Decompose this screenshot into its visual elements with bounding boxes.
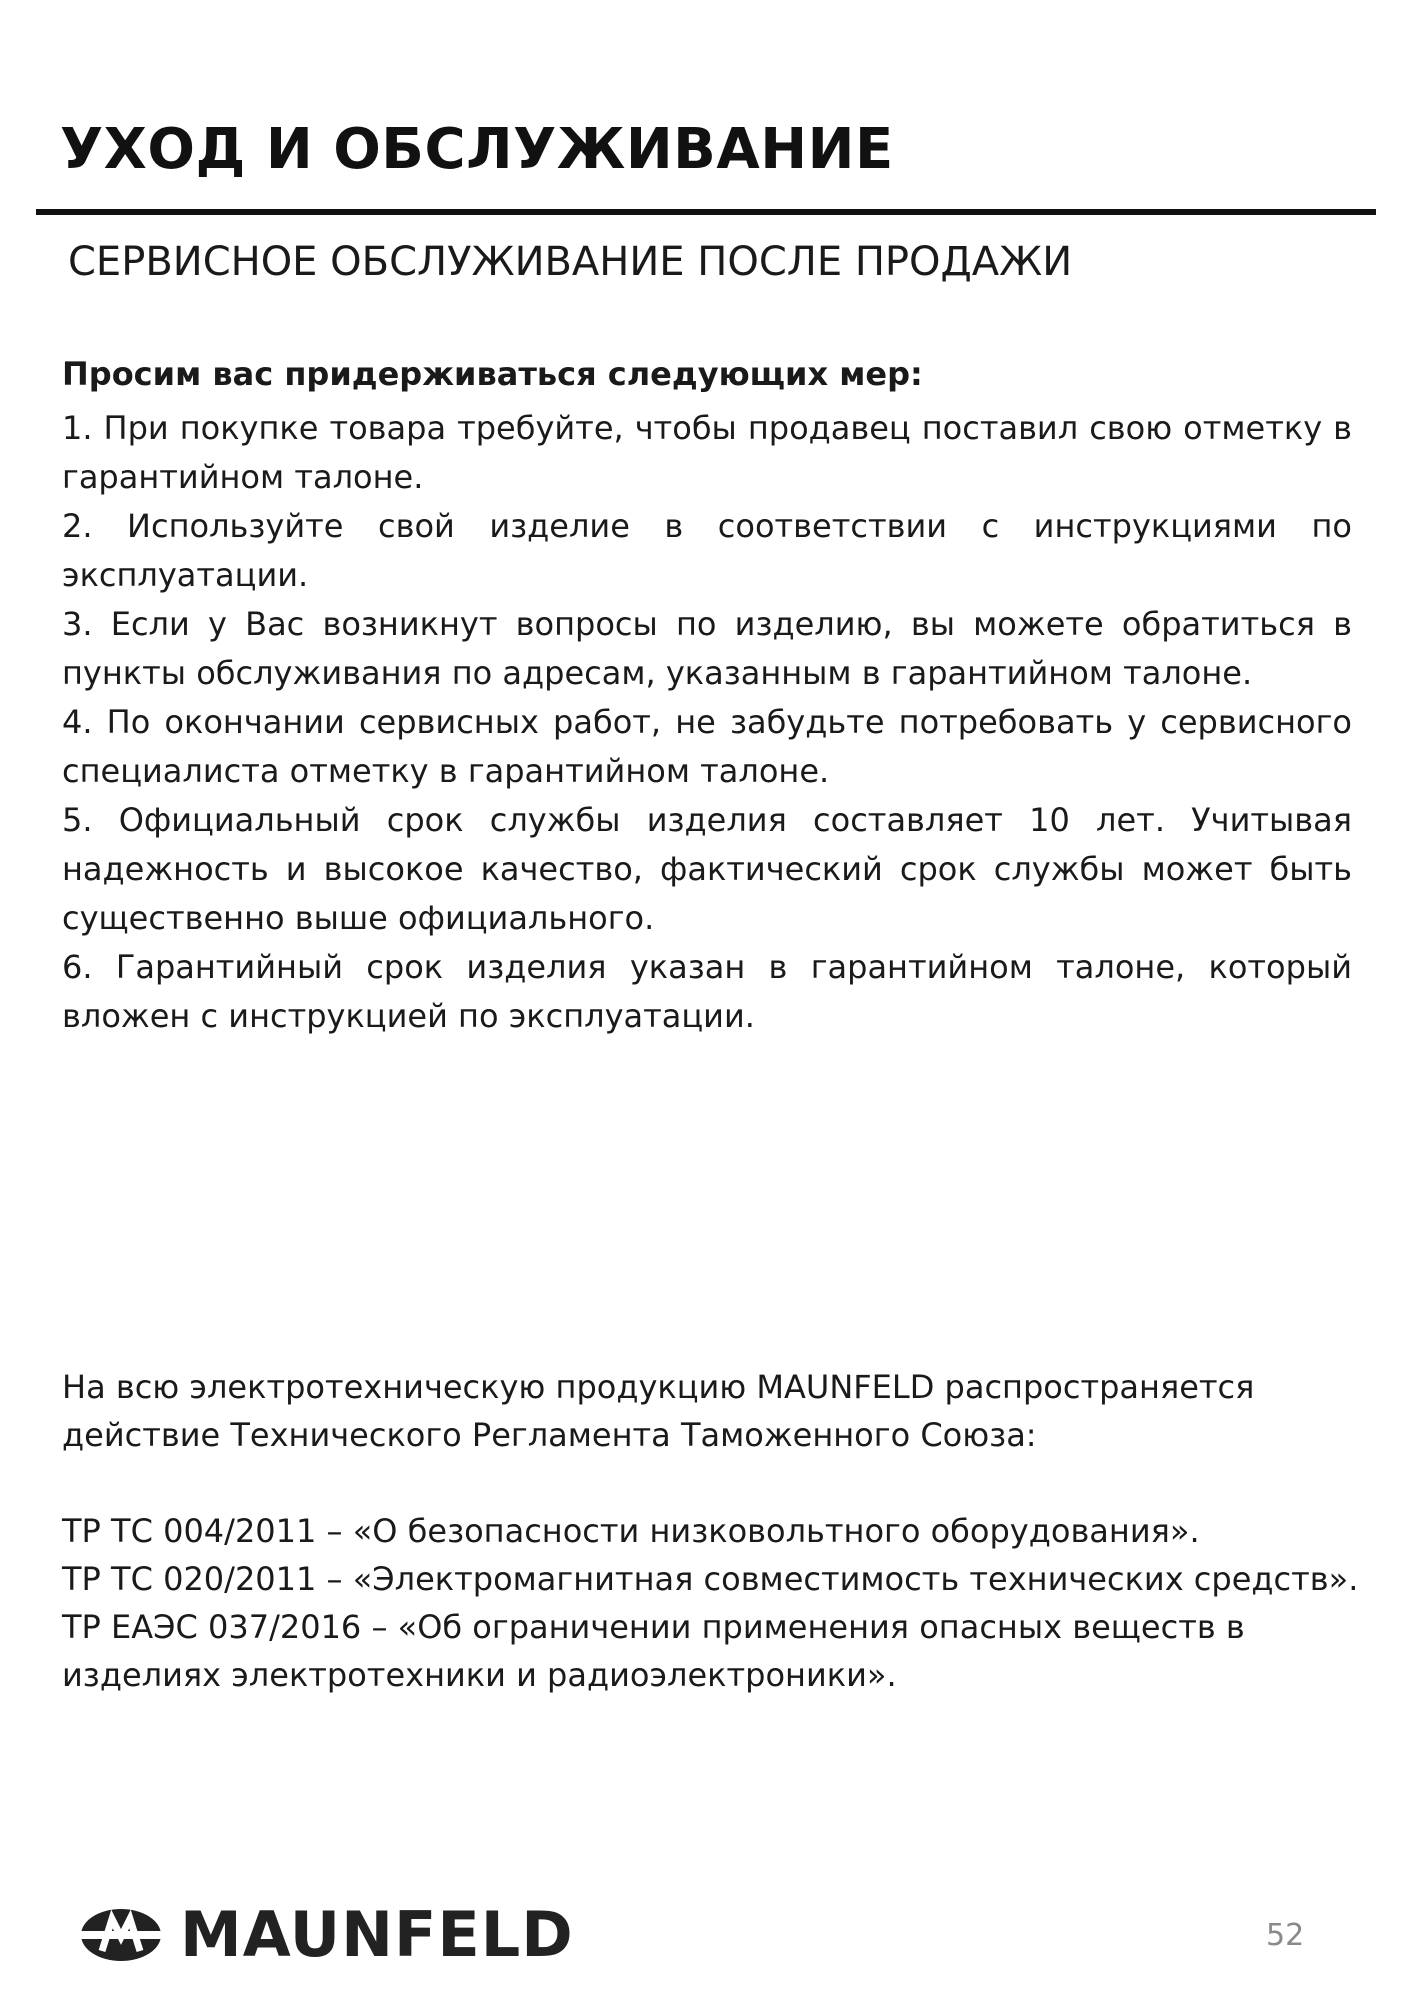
regulations-section bbox=[62, 1363, 1362, 1699]
page-title: УХОД И ОБСЛУЖИВАНИЕ bbox=[60, 117, 894, 182]
maunfeld-logo-icon bbox=[78, 1907, 164, 1963]
section-subtitle: СЕРВИСНОЕ ОБСЛУЖИВАНИЕ ПОСЛЕ ПРОДАЖИ bbox=[68, 239, 1073, 285]
title-divider bbox=[36, 209, 1376, 215]
measure-item: 5. Официальный срок службы изделия составляет 10 лет. Учитывая надежность и высокое качество, фактический срок службы может быть существенно выше официального. bbox=[62, 801, 1352, 937]
brand-logo bbox=[78, 1898, 574, 1971]
page-number: 52 bbox=[1266, 1918, 1305, 1953]
measure-item: 1. При покупке товара требуйте, чтобы продавец поставил свою отметку в гарантийном талоне. bbox=[62, 409, 1352, 496]
brand-name: MAUNFELD bbox=[180, 1898, 574, 1971]
regulations-intro: На всю электротехническую продукцию MAUNFELD распространяется действие Технического Регламента Таможенного Союза: bbox=[62, 1368, 1255, 1454]
regulation-item: ТР ТС 020/2011 – «Электромагнитная совместимость технических средств». bbox=[62, 1560, 1359, 1598]
measures-section bbox=[62, 350, 1352, 1041]
measure-item: 3. Если у Вас возникнут вопросы по изделию, вы можете обратиться в пункты обслуживания по адресам, указанным в гарантийном талоне. bbox=[62, 605, 1352, 692]
regulation-item: ТР ТС 004/2011 – «О безопасности низковольтного оборудования». bbox=[62, 1512, 1200, 1550]
measure-item: 4. По окончании сервисных работ, не забудьте потребовать у сервисного специалиста отметку в гарантийном талоне. bbox=[62, 703, 1352, 790]
regulations-list bbox=[62, 1507, 1362, 1699]
measures-lead: Просим вас придерживаться следующих мер: bbox=[62, 355, 923, 393]
regulation-item: ТР ЕАЭС 037/2016 – «Об ограничении применения опасных веществ в изделиях электротехники и радиоэлектроники». bbox=[62, 1608, 1245, 1694]
measure-item: 6. Гарантийный срок изделия указан в гарантийном талоне, который вложен с инструкцией по эксплуатации. bbox=[62, 948, 1352, 1035]
measure-item: 2. Используйте свой изделие в соответствии с инструкциями по эксплуатации. bbox=[62, 507, 1352, 594]
